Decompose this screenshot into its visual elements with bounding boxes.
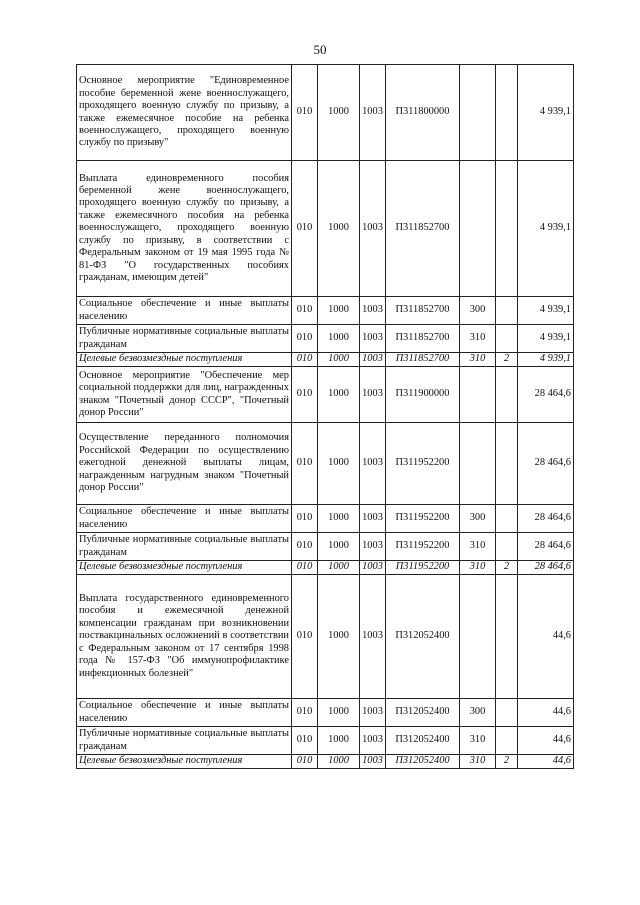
code-expense-type (460, 423, 496, 505)
code-target-article: П311852700 (386, 297, 460, 325)
code-expense-type (460, 367, 496, 423)
code-section: 1000 (318, 533, 360, 561)
table-row (77, 533, 574, 561)
amount: 4 939,1 (518, 353, 574, 367)
code-source: 2 (496, 561, 518, 575)
code-expense-type (460, 65, 496, 161)
code-target-article: П311800000 (386, 65, 460, 161)
row-name: Социальное обеспечение и иные выплаты населению (77, 297, 292, 325)
code-expense-type: 310 (460, 755, 496, 769)
code-section: 1000 (318, 727, 360, 755)
amount: 28 464,6 (518, 423, 574, 505)
code-source (496, 575, 518, 699)
table-row (77, 755, 574, 769)
code-source (496, 423, 518, 505)
table-row (77, 367, 574, 423)
budget-table-body (77, 65, 574, 769)
code-section: 1000 (318, 297, 360, 325)
amount: 28 464,6 (518, 561, 574, 575)
code-ministry: 010 (292, 575, 318, 699)
code-subsection: 1003 (360, 727, 386, 755)
code-source (496, 727, 518, 755)
code-expense-type (460, 575, 496, 699)
row-name: Основное мероприятие "Обеспечение мер социальной поддержки для лиц, награжденных знаком "Почетный донор СССР", "Почетный донор России" (77, 367, 292, 423)
table-row (77, 353, 574, 367)
code-expense-type: 310 (460, 561, 496, 575)
amount: 44,6 (518, 575, 574, 699)
code-subsection: 1003 (360, 161, 386, 297)
table-row (77, 161, 574, 297)
row-name: Социальное обеспечение и иные выплаты населению (77, 505, 292, 533)
amount: 28 464,6 (518, 367, 574, 423)
code-source (496, 533, 518, 561)
row-name: Целевые безвозмездные поступления (77, 755, 292, 769)
page-number: 50 (313, 42, 327, 57)
code-ministry: 010 (292, 65, 318, 161)
row-name: Выплата единовременного пособия беременной жене военнослужащего, проходящего военную службу по призыву, а также ежемесячного пособия на ребенка военнослужащего, проходящего военную службу по призыву, в соответствии с Федеральным законом от 19 мая 1995 года № 81-ФЗ "О государственных пособиях гражданам, имеющим детей" (77, 161, 292, 297)
code-ministry: 010 (292, 423, 318, 505)
code-ministry: 010 (292, 699, 318, 727)
row-name: Основное мероприятие "Единовременное пособие беременной жене военнослужащего, проходящего военную службу по призыву, а также ежемесячное пособие на ребенка военнослужащего, проходящего военную службу по призыву" (77, 65, 292, 161)
code-subsection: 1003 (360, 325, 386, 353)
code-expense-type: 300 (460, 699, 496, 727)
row-name: Публичные нормативные социальные выплаты гражданам (77, 727, 292, 755)
code-source: 2 (496, 353, 518, 367)
code-section: 1000 (318, 325, 360, 353)
code-section: 1000 (318, 505, 360, 533)
code-ministry: 010 (292, 755, 318, 769)
code-target-article: П311952200 (386, 505, 460, 533)
table-row (77, 297, 574, 325)
code-section: 1000 (318, 367, 360, 423)
amount: 4 939,1 (518, 297, 574, 325)
code-source: 2 (496, 755, 518, 769)
code-ministry: 010 (292, 367, 318, 423)
code-target-article: П312052400 (386, 755, 460, 769)
code-ministry: 010 (292, 533, 318, 561)
amount: 4 939,1 (518, 65, 574, 161)
code-subsection: 1003 (360, 423, 386, 505)
amount: 44,6 (518, 699, 574, 727)
code-source (496, 367, 518, 423)
code-target-article: П311952200 (386, 561, 460, 575)
code-subsection: 1003 (360, 367, 386, 423)
table-row (77, 575, 574, 699)
code-section: 1000 (318, 561, 360, 575)
code-ministry: 010 (292, 353, 318, 367)
code-ministry: 010 (292, 727, 318, 755)
code-ministry: 010 (292, 505, 318, 533)
code-expense-type: 310 (460, 353, 496, 367)
row-name: Целевые безвозмездные поступления (77, 561, 292, 575)
code-expense-type: 300 (460, 297, 496, 325)
code-section: 1000 (318, 65, 360, 161)
table-row (77, 325, 574, 353)
code-subsection: 1003 (360, 575, 386, 699)
code-subsection: 1003 (360, 353, 386, 367)
row-name: Осуществление переданного полномочия Российской Федерации по осуществлению ежегодной денежной выплаты лицам, награжденным нагрудным знаком "Почетный донор России" (77, 423, 292, 505)
table-row (77, 423, 574, 505)
code-target-article: П311900000 (386, 367, 460, 423)
code-source (496, 297, 518, 325)
code-subsection: 1003 (360, 505, 386, 533)
code-expense-type: 300 (460, 505, 496, 533)
code-target-article: П312052400 (386, 699, 460, 727)
code-expense-type (460, 161, 496, 297)
amount: 44,6 (518, 727, 574, 755)
amount: 44,6 (518, 755, 574, 769)
code-target-article: П312052400 (386, 727, 460, 755)
row-name: Целевые безвозмездные поступления (77, 353, 292, 367)
code-section: 1000 (318, 755, 360, 769)
code-subsection: 1003 (360, 65, 386, 161)
code-subsection: 1003 (360, 755, 386, 769)
code-ministry: 010 (292, 161, 318, 297)
code-expense-type: 310 (460, 325, 496, 353)
code-target-article: П312052400 (386, 575, 460, 699)
row-name: Выплата государственного единовременного пособия и ежемесячной денежной компенсации гражданам при возникновении поствакцинальных осложнений в соответствии с Федеральным законом от 17 сентября 1998 года № 157-ФЗ "Об иммунопрофилактике инфекционных болезней" (77, 575, 292, 699)
row-name: Публичные нормативные социальные выплаты гражданам (77, 533, 292, 561)
code-expense-type: 310 (460, 727, 496, 755)
code-section: 1000 (318, 161, 360, 297)
code-source (496, 161, 518, 297)
amount: 28 464,6 (518, 505, 574, 533)
code-source (496, 325, 518, 353)
code-section: 1000 (318, 353, 360, 367)
code-target-article: П311952200 (386, 533, 460, 561)
amount: 28 464,6 (518, 533, 574, 561)
budget-table (76, 64, 574, 769)
code-source (496, 505, 518, 533)
code-target-article: П311852700 (386, 325, 460, 353)
code-subsection: 1003 (360, 561, 386, 575)
row-name: Публичные нормативные социальные выплаты гражданам (77, 325, 292, 353)
code-expense-type: 310 (460, 533, 496, 561)
table-row (77, 505, 574, 533)
code-section: 1000 (318, 575, 360, 699)
table-row (77, 727, 574, 755)
code-target-article: П311852700 (386, 353, 460, 367)
amount: 4 939,1 (518, 161, 574, 297)
code-target-article: П311952200 (386, 423, 460, 505)
code-target-article: П311852700 (386, 161, 460, 297)
table-row (77, 699, 574, 727)
code-ministry: 010 (292, 297, 318, 325)
table-row (77, 65, 574, 161)
code-source (496, 65, 518, 161)
code-section: 1000 (318, 423, 360, 505)
code-subsection: 1003 (360, 533, 386, 561)
code-section: 1000 (318, 699, 360, 727)
row-name: Социальное обеспечение и иные выплаты населению (77, 699, 292, 727)
code-ministry: 010 (292, 561, 318, 575)
code-ministry: 010 (292, 325, 318, 353)
code-source (496, 699, 518, 727)
amount: 4 939,1 (518, 325, 574, 353)
table-row (77, 561, 574, 575)
code-subsection: 1003 (360, 699, 386, 727)
code-subsection: 1003 (360, 297, 386, 325)
